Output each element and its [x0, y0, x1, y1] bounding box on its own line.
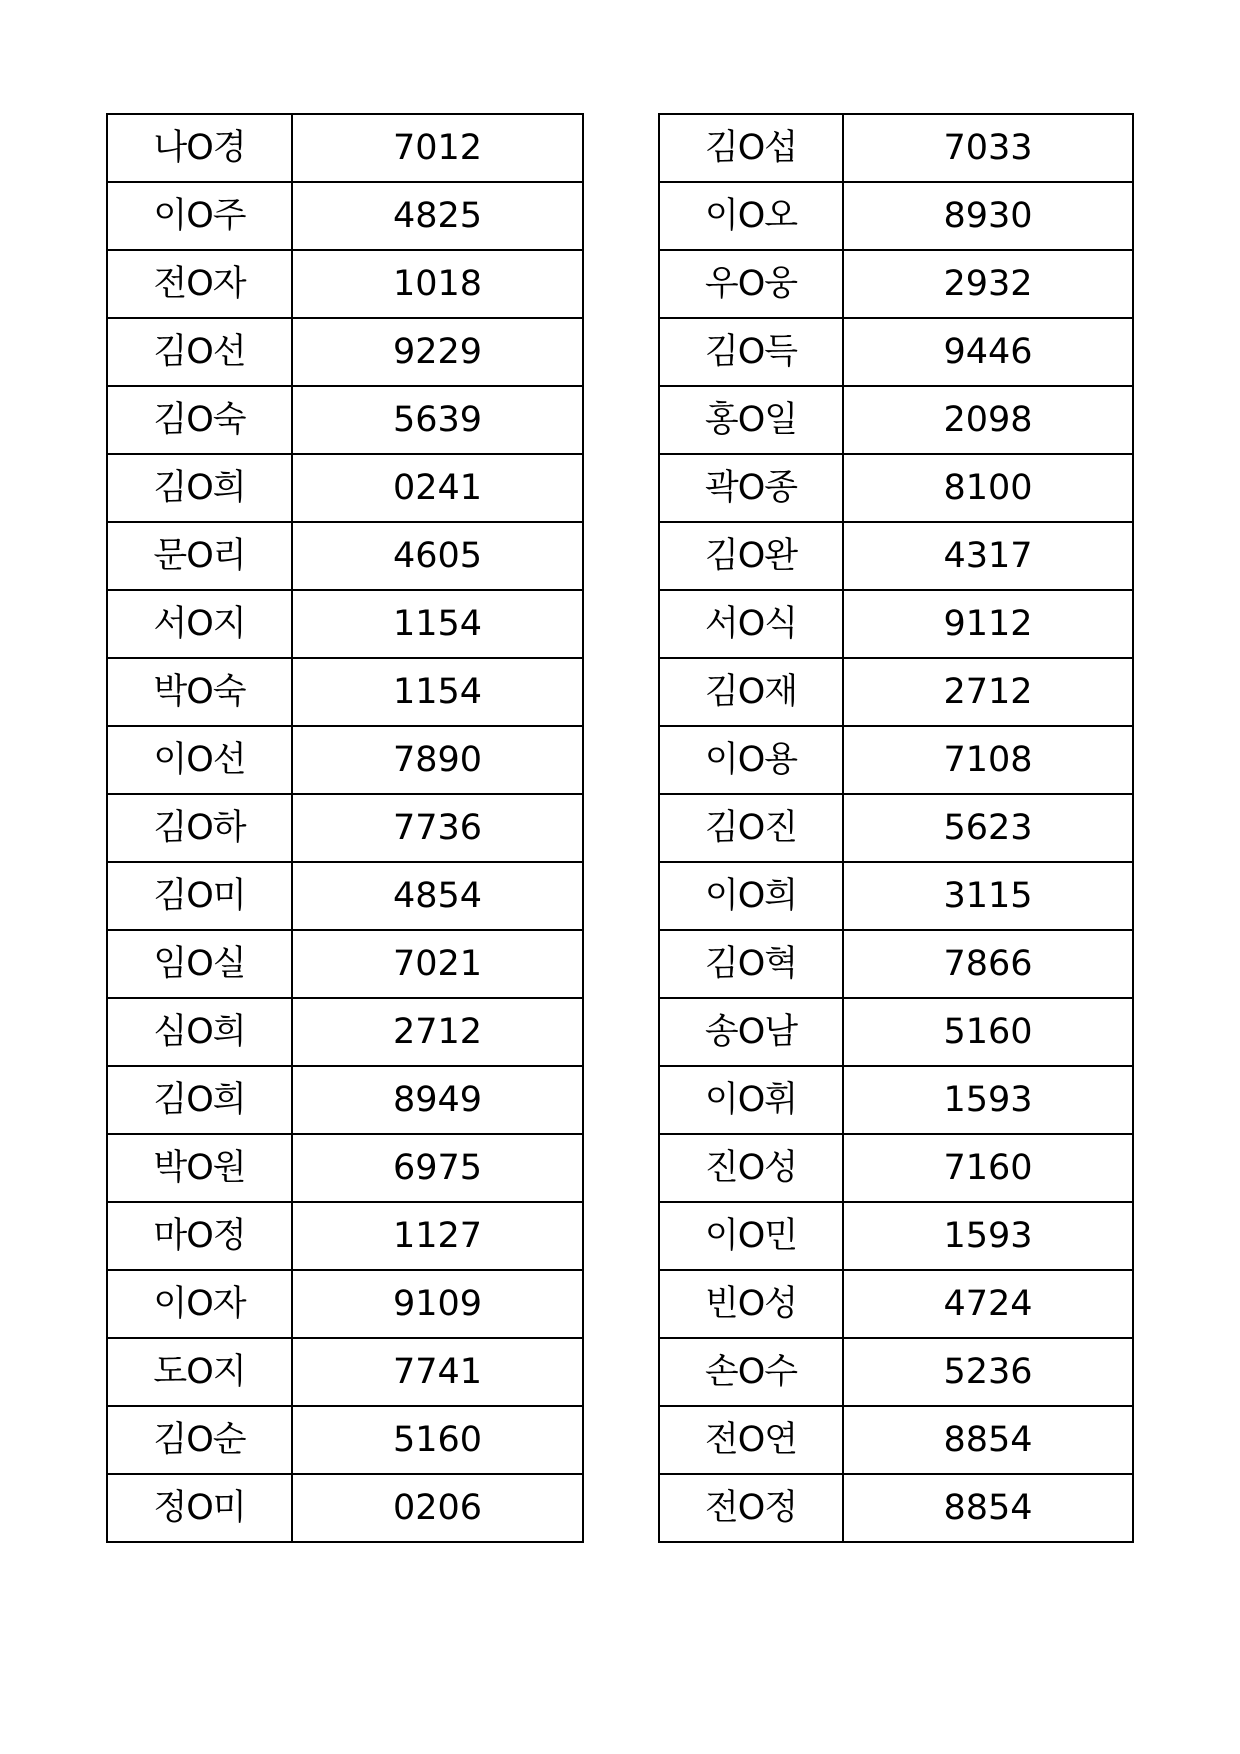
- name-cell: 김O진: [659, 794, 843, 862]
- name-cell: 김O하: [107, 794, 292, 862]
- number-cell: 4854: [292, 862, 583, 930]
- name-cell: 도O지: [107, 1338, 292, 1406]
- name-cell: 전O정: [659, 1474, 843, 1542]
- name-cell: 김O희: [107, 454, 292, 522]
- table-row: [107, 1270, 583, 1338]
- name-cell: 문O리: [107, 522, 292, 590]
- roster-table-left: [106, 113, 584, 1543]
- number-cell: 4605: [292, 522, 583, 590]
- table-row: [107, 114, 583, 182]
- name-cell: 이O주: [107, 182, 292, 250]
- number-cell: 7160: [843, 1134, 1133, 1202]
- table-row: [107, 1474, 583, 1542]
- table-row: [107, 386, 583, 454]
- number-cell: 5160: [843, 998, 1133, 1066]
- name-cell: 이O선: [107, 726, 292, 794]
- number-cell: 2712: [292, 998, 583, 1066]
- table-row: [659, 998, 1133, 1066]
- table-row: [659, 658, 1133, 726]
- table-row: [107, 1134, 583, 1202]
- table-row: [107, 250, 583, 318]
- table-row: [659, 454, 1133, 522]
- name-cell: 이O오: [659, 182, 843, 250]
- table-row: [659, 250, 1133, 318]
- number-cell: 4317: [843, 522, 1133, 590]
- table-row: [659, 1202, 1133, 1270]
- table-row: [659, 114, 1133, 182]
- number-cell: 7866: [843, 930, 1133, 998]
- name-cell: 이O희: [659, 862, 843, 930]
- name-cell: 이O자: [107, 1270, 292, 1338]
- table-row: [107, 1338, 583, 1406]
- number-cell: 9229: [292, 318, 583, 386]
- number-cell: 9109: [292, 1270, 583, 1338]
- name-cell: 김O희: [107, 1066, 292, 1134]
- table-row: [659, 862, 1133, 930]
- table-row: [659, 1066, 1133, 1134]
- name-cell: 김O혁: [659, 930, 843, 998]
- table-row: [107, 1202, 583, 1270]
- table-row: [107, 794, 583, 862]
- table-row: [107, 1406, 583, 1474]
- table-row: [107, 1066, 583, 1134]
- name-cell: 김O순: [107, 1406, 292, 1474]
- table-row: [659, 794, 1133, 862]
- number-cell: 4724: [843, 1270, 1133, 1338]
- name-cell: 이O민: [659, 1202, 843, 1270]
- number-cell: 0241: [292, 454, 583, 522]
- number-cell: 7736: [292, 794, 583, 862]
- number-cell: 5236: [843, 1338, 1133, 1406]
- number-cell: 6975: [292, 1134, 583, 1202]
- number-cell: 8930: [843, 182, 1133, 250]
- name-cell: 나O경: [107, 114, 292, 182]
- number-cell: 1154: [292, 658, 583, 726]
- table-row: [107, 590, 583, 658]
- table-row: [107, 862, 583, 930]
- table-row: [659, 1474, 1133, 1542]
- table-row: [107, 998, 583, 1066]
- number-cell: 5160: [292, 1406, 583, 1474]
- table-row: [659, 182, 1133, 250]
- number-cell: 2712: [843, 658, 1133, 726]
- table-row: [659, 1338, 1133, 1406]
- number-cell: 5639: [292, 386, 583, 454]
- name-cell: 박O원: [107, 1134, 292, 1202]
- table-row: [107, 726, 583, 794]
- name-cell: 전O연: [659, 1406, 843, 1474]
- number-cell: 1154: [292, 590, 583, 658]
- number-cell: 7890: [292, 726, 583, 794]
- roster-table-right: [658, 113, 1134, 1543]
- number-cell: 7108: [843, 726, 1133, 794]
- number-cell: 2932: [843, 250, 1133, 318]
- table-row: [659, 1270, 1133, 1338]
- table-row: [659, 522, 1133, 590]
- number-cell: 9112: [843, 590, 1133, 658]
- number-cell: 7741: [292, 1338, 583, 1406]
- roster-table-body: [107, 114, 583, 1542]
- table-row: [107, 930, 583, 998]
- name-cell: 정O미: [107, 1474, 292, 1542]
- number-cell: 8100: [843, 454, 1133, 522]
- name-cell: 김O선: [107, 318, 292, 386]
- number-cell: 7033: [843, 114, 1133, 182]
- name-cell: 서O지: [107, 590, 292, 658]
- name-cell: 진O성: [659, 1134, 843, 1202]
- number-cell: 0206: [292, 1474, 583, 1542]
- table-row: [659, 318, 1133, 386]
- name-cell: 김O미: [107, 862, 292, 930]
- table-row: [659, 930, 1133, 998]
- name-cell: 이O용: [659, 726, 843, 794]
- table-row: [107, 522, 583, 590]
- table-row: [659, 590, 1133, 658]
- number-cell: 2098: [843, 386, 1133, 454]
- name-cell: 김O숙: [107, 386, 292, 454]
- number-cell: 1593: [843, 1202, 1133, 1270]
- table-row: [659, 386, 1133, 454]
- name-cell: 김O완: [659, 522, 843, 590]
- number-cell: 7021: [292, 930, 583, 998]
- name-cell: 전O자: [107, 250, 292, 318]
- name-cell: 김O득: [659, 318, 843, 386]
- number-cell: 8949: [292, 1066, 583, 1134]
- name-cell: 마O정: [107, 1202, 292, 1270]
- number-cell: 8854: [843, 1474, 1133, 1542]
- number-cell: 9446: [843, 318, 1133, 386]
- table-row: [107, 318, 583, 386]
- name-cell: 김O섭: [659, 114, 843, 182]
- name-cell: 홍O일: [659, 386, 843, 454]
- name-cell: 손O수: [659, 1338, 843, 1406]
- name-cell: 빈O성: [659, 1270, 843, 1338]
- table-row: [107, 454, 583, 522]
- name-cell: 곽O종: [659, 454, 843, 522]
- number-cell: 8854: [843, 1406, 1133, 1474]
- name-cell: 심O희: [107, 998, 292, 1066]
- table-row: [659, 1134, 1133, 1202]
- number-cell: 3115: [843, 862, 1133, 930]
- name-cell: 박O숙: [107, 658, 292, 726]
- number-cell: 1593: [843, 1066, 1133, 1134]
- table-row: [659, 726, 1133, 794]
- number-cell: 4825: [292, 182, 583, 250]
- table-row: [107, 182, 583, 250]
- table-row: [107, 658, 583, 726]
- name-cell: 서O식: [659, 590, 843, 658]
- name-cell: 이O휘: [659, 1066, 843, 1134]
- name-cell: 임O실: [107, 930, 292, 998]
- roster-table-body: [659, 114, 1133, 1542]
- name-cell: 김O재: [659, 658, 843, 726]
- table-row: [659, 1406, 1133, 1474]
- number-cell: 1018: [292, 250, 583, 318]
- name-cell: 송O남: [659, 998, 843, 1066]
- name-cell: 우O웅: [659, 250, 843, 318]
- number-cell: 5623: [843, 794, 1133, 862]
- number-cell: 7012: [292, 114, 583, 182]
- number-cell: 1127: [292, 1202, 583, 1270]
